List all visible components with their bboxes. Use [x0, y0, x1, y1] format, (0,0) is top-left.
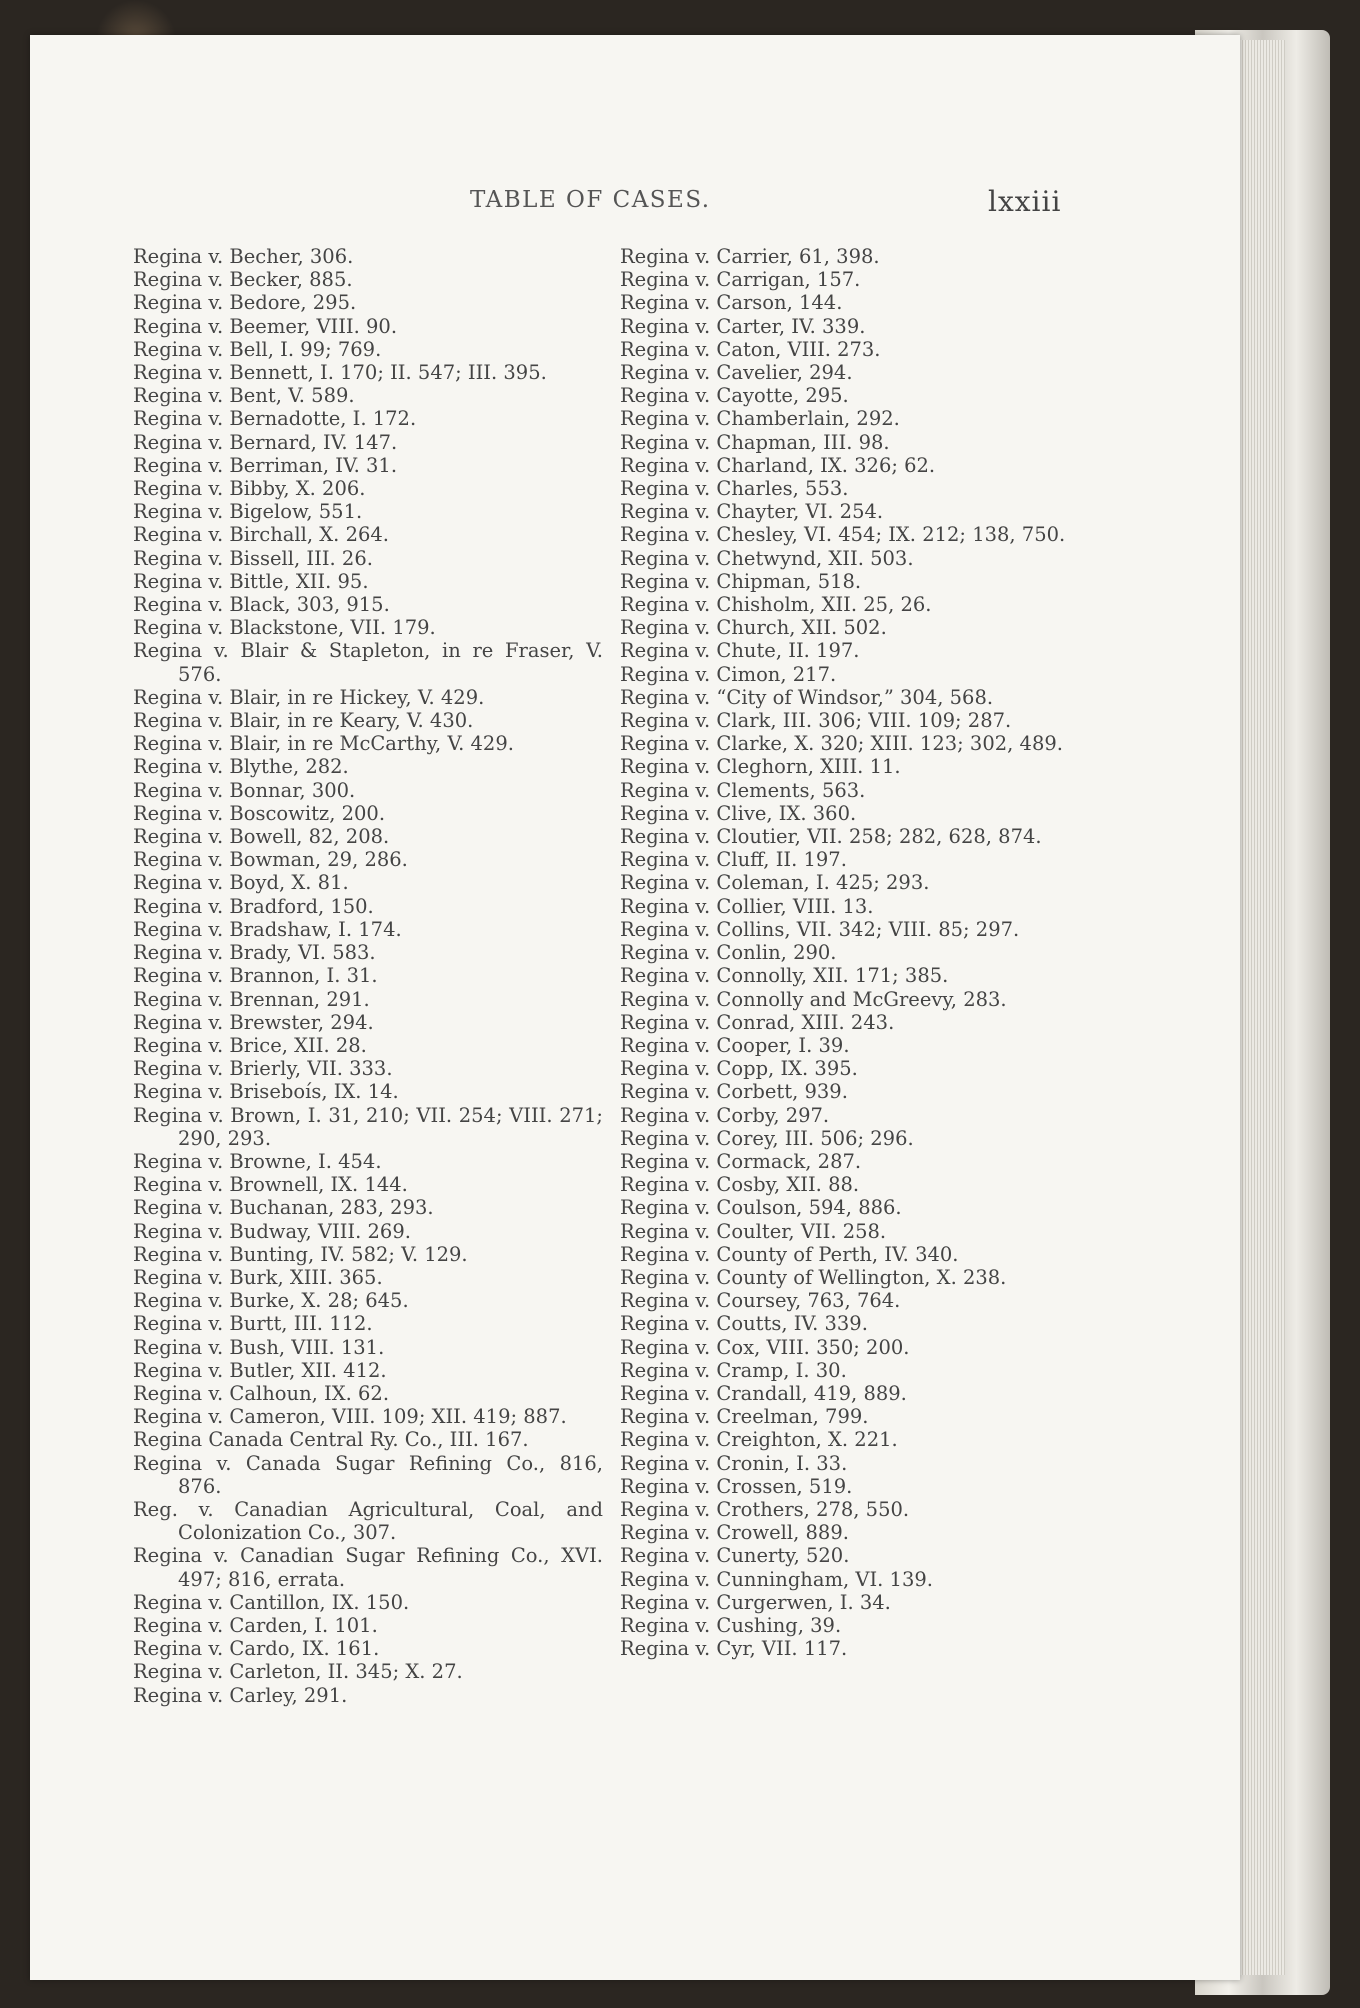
- case-entry: Regina v. Bigelow, 551.: [133, 500, 363, 524]
- case-entry: Regina v. Coulter, VII. 258.: [620, 1219, 887, 1243]
- case-entry: Regina v. Charles, 553.: [620, 477, 849, 501]
- case-entry: Regina v. Bennett, I. 170; II. 547; III. 395.: [133, 361, 547, 385]
- case-entry: Regina v. Bernard, IV. 147.: [133, 430, 398, 454]
- case-entry: Regina v. Clarke, X. 320; XIII. 123; 302, 489.: [620, 732, 1063, 756]
- case-entry: Regina v. Chisholm, XII. 25, 26.: [620, 593, 932, 617]
- case-entry: Regina v. Bush, VIII. 131.: [133, 1335, 385, 1359]
- case-entry: Regina v. Coursey, 763, 764.: [620, 1289, 901, 1313]
- case-entry: Regina v. Briseboís, IX. 14.: [133, 1080, 399, 1104]
- case-entry: Regina v. Corbett, 939.: [620, 1080, 848, 1104]
- case-entry: Regina v. Canadian Sugar Refining Co., XVI. 497; 816, errata.: [133, 1544, 603, 1591]
- case-entry: Regina v. Curgerwen, I. 34.: [620, 1590, 891, 1614]
- left-column: [133, 245, 603, 1707]
- case-entry: Regina v. Berriman, IV. 31.: [133, 453, 398, 477]
- case-entry: Regina v. Clements, 563.: [620, 778, 866, 802]
- case-entry: Regina v. Blair & Stapleton, in re Fraser, V. 576.: [133, 639, 603, 686]
- case-entry: Regina v. Bittle, XII. 95.: [133, 569, 369, 593]
- case-entry: Regina v. Boyd, X. 81.: [133, 871, 349, 895]
- case-entry: Regina v. Chipman, 518.: [620, 569, 862, 593]
- case-entry: Regina v. Cluff, II. 197.: [620, 848, 847, 872]
- case-entry: Regina v. Carley, 291.: [133, 1683, 348, 1707]
- case-entry: Regina v. Crothers, 278, 550.: [620, 1497, 910, 1521]
- case-entry: Regina v. Brierly, VII. 333.: [133, 1057, 393, 1081]
- case-entry: Regina v. Connolly, XII. 171; 385.: [620, 964, 949, 988]
- case-entry: Regina v. Cayotte, 295.: [620, 384, 849, 408]
- case-entry: Regina v. Buchanan, 283, 293.: [133, 1196, 434, 1220]
- case-entry: Regina v. Carrier, 61, 398.: [620, 245, 880, 268]
- case-entry: Regina v. Birchall, X. 264.: [133, 523, 389, 547]
- case-entry: Regina v. Bell, I. 99; 769.: [133, 337, 382, 361]
- case-entry: Regina v. Cantillon, IX. 150.: [133, 1590, 410, 1614]
- case-entry: Regina v. Canada Sugar Refining Co., 816, 876.: [133, 1451, 603, 1498]
- case-entry: Regina v. Cramp, I. 30.: [620, 1358, 847, 1382]
- case-entry: Regina v. Bowell, 82, 208.: [133, 825, 390, 849]
- case-entry: Regina v. Conrad, XIII. 243.: [620, 1010, 895, 1034]
- case-entry: Regina v. Creelman, 799.: [620, 1405, 869, 1429]
- case-entry: Regina v. Carrigan, 157.: [620, 268, 861, 292]
- case-entry: Regina v. Crossen, 519.: [620, 1474, 853, 1498]
- case-entry: Regina v. Bent, V. 589.: [133, 384, 355, 408]
- case-entry: Regina v. Creighton, X. 221.: [620, 1428, 898, 1452]
- case-entry: Regina v. Cooper, I. 39.: [620, 1033, 850, 1057]
- case-entry: Regina v. Bernadotte, I. 172.: [133, 407, 417, 431]
- case-entry: Regina v. Blythe, 282.: [133, 755, 349, 779]
- case-entry: Regina v. Bonnar, 300.: [133, 778, 356, 802]
- case-entry: Regina v. Carleton, II. 345; X. 27.: [133, 1660, 463, 1684]
- case-entry: Regina v. Blair, in re McCarthy, V. 429.: [133, 732, 514, 756]
- case-entry: Regina v. Chesley, VI. 454; IX. 212; 138, 750.: [620, 523, 1066, 547]
- case-entry: Regina v. Church, XII. 502.: [620, 616, 887, 640]
- case-entry: Regina v. Collier, VIII. 13.: [620, 894, 874, 918]
- case-entry: Regina v. Clark, III. 306; VIII. 109; 287.: [620, 709, 1012, 733]
- case-entry: Regina v. Bradford, 150.: [133, 894, 374, 918]
- case-entry: Regina v. Cunerty, 520.: [620, 1544, 850, 1568]
- case-entry: Regina v. Carter, IV. 339.: [620, 314, 866, 338]
- case-entry: Regina v. Caton, VIII. 273.: [620, 337, 881, 361]
- case-entry: Regina v. Chayter, VI. 254.: [620, 500, 884, 524]
- case-entry: Regina v. Calhoun, IX. 62.: [133, 1381, 390, 1405]
- case-entry: Regina v. Cushing, 39.: [620, 1613, 842, 1637]
- case-entry: Regina v. Carden, I. 101.: [133, 1613, 378, 1637]
- case-entry: Regina v. Coleman, I. 425; 293.: [620, 871, 930, 895]
- case-entry: Regina v. Charland, IX. 326; 62.: [620, 453, 936, 477]
- case-entry: Regina v. Becher, 306.: [133, 245, 354, 268]
- case-entry: Regina v. Bissell, III. 26.: [133, 546, 373, 570]
- case-entry: Regina v. Collins, VII. 342; VIII. 85; 297.: [620, 917, 1020, 941]
- case-entry: Regina v. Cleghorn, XIII. 11.: [620, 755, 901, 779]
- case-entry: Regina v. Connolly and McGreevy, 283.: [620, 987, 1007, 1011]
- case-entry: Regina v. Brady, VI. 583.: [133, 941, 376, 965]
- case-entry: Regina v. Cosby, XII. 88.: [620, 1173, 860, 1197]
- case-entry: Regina v. Brewster, 294.: [133, 1010, 374, 1034]
- case-entry: Regina v. Cormack, 287.: [620, 1149, 862, 1173]
- case-entry: Regina v. Cimon, 217.: [620, 662, 837, 686]
- case-entry: Regina v. Budway, VIII. 269.: [133, 1219, 411, 1243]
- case-entry: Regina v. Black, 303, 915.: [133, 593, 390, 617]
- case-entry: Regina v. Crandall, 419, 889.: [620, 1381, 907, 1405]
- case-entry: Regina v. Blackstone, VII. 179.: [133, 616, 436, 640]
- case-entry: Regina v. Coutts, IV. 339.: [620, 1312, 868, 1336]
- running-head: TABLE OF CASES.: [470, 187, 711, 213]
- case-entry: Regina v. Brownell, IX. 144.: [133, 1173, 408, 1197]
- case-entry: Regina v. Cameron, VIII. 109; XII. 419; 887.: [133, 1405, 567, 1429]
- case-entry: Regina v. Blair, in re Keary, V. 430.: [133, 709, 474, 733]
- case-entry: Regina v. Cardo, IX. 161.: [133, 1637, 380, 1661]
- case-entry: Regina v. County of Perth, IV. 340.: [620, 1242, 959, 1266]
- case-entry: Regina v. Chetwynd, XII. 503.: [620, 546, 914, 570]
- case-entry: Regina v. Bibby, X. 206.: [133, 477, 366, 501]
- case-entry: Regina v. Burk, XIII. 365.: [133, 1265, 383, 1289]
- case-entry: Regina v. Bowman, 29, 286.: [133, 848, 408, 872]
- case-entry: Regina v. Bradshaw, I. 174.: [133, 917, 402, 941]
- case-entry: Regina v. Cloutier, VII. 258; 282, 628, 874.: [620, 825, 1042, 849]
- page-number: lxxiii: [988, 185, 1062, 218]
- case-entry: Regina v. Boscowitz, 200.: [133, 801, 386, 825]
- case-entry: Regina v. Burtt, III. 112.: [133, 1312, 373, 1336]
- case-entry: Regina v. Bedore, 295.: [133, 291, 357, 315]
- case-entry: Regina v. Chamberlain, 292.: [620, 407, 900, 431]
- case-entry: Regina v. Cavelier, 294.: [620, 361, 853, 385]
- case-entry: Regina v. Cyr, VII. 117.: [620, 1637, 848, 1661]
- case-entry: Regina v. Brice, XII. 28.: [133, 1033, 367, 1057]
- case-entry: Regina v. Cronin, I. 33.: [620, 1451, 848, 1475]
- case-entry: Regina v. “City of Windsor,” 304, 568.: [620, 685, 994, 709]
- case-entry: Regina v. Brennan, 291.: [133, 987, 370, 1011]
- case-entry: Regina v. Blair, in re Hickey, V. 429.: [133, 685, 485, 709]
- case-entry: Regina v. Carson, 144.: [620, 291, 843, 315]
- case-entry: Regina v. Butler, XII. 412.: [133, 1358, 387, 1382]
- case-entry: Regina v. Crowell, 889.: [620, 1521, 849, 1545]
- case-entry: Regina Canada Central Ry. Co., III. 167.: [133, 1428, 529, 1452]
- case-entry: Regina v. Copp, IX. 395.: [620, 1057, 858, 1081]
- case-entry: Regina v. Brown, I. 31, 210; VII. 254; VIII. 271; 290, 293.: [133, 1103, 603, 1150]
- case-entry: Regina v. Bunting, IV. 582; V. 129.: [133, 1242, 468, 1266]
- case-entry: Regina v. County of Wellington, X. 238.: [620, 1265, 1007, 1289]
- case-entry: Regina v. Chapman, III. 98.: [620, 430, 890, 454]
- case-entry: Regina v. Cox, VIII. 350; 200.: [620, 1335, 910, 1359]
- case-entry: Regina v. Coulson, 594, 886.: [620, 1196, 902, 1220]
- case-entry: Regina v. Clive, IX. 360.: [620, 801, 857, 825]
- case-entry: Regina v. Browne, I. 454.: [133, 1149, 382, 1173]
- right-column: [620, 245, 1090, 1660]
- case-entry: Regina v. Becker, 885.: [133, 268, 353, 292]
- case-entry: Regina v. Corby, 297.: [620, 1103, 830, 1127]
- case-entry: Regina v. Cunningham, VI. 139.: [620, 1567, 933, 1591]
- case-entry: Regina v. Corey, III. 506; 296.: [620, 1126, 914, 1150]
- case-entry: Regina v. Chute, II. 197.: [620, 639, 860, 663]
- case-entry: Regina v. Burke, X. 28; 645.: [133, 1289, 409, 1313]
- case-entry: Reg. v. Canadian Agricultural, Coal, and Colonization Co., 307.: [133, 1497, 603, 1545]
- case-entry: Regina v. Beemer, VIII. 90.: [133, 314, 398, 338]
- case-entry: Regina v. Conlin, 290.: [620, 941, 837, 965]
- case-entry: Regina v. Brannon, I. 31.: [133, 964, 378, 988]
